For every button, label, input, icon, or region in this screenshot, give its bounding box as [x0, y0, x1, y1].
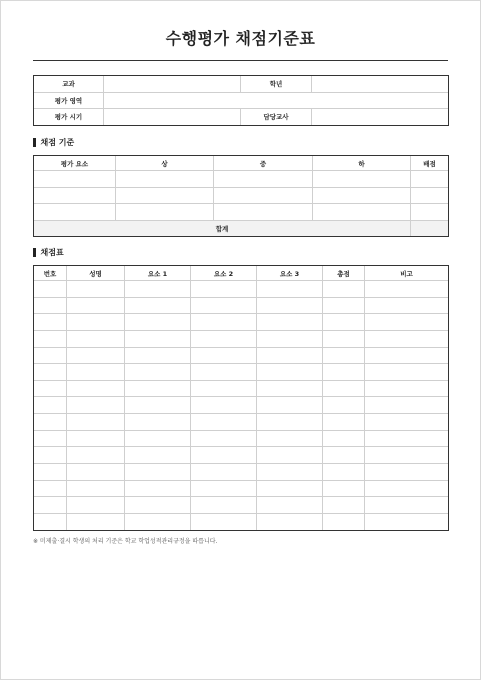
score-cell[interactable]	[67, 281, 125, 298]
score-cell[interactable]	[257, 364, 323, 381]
score-cell[interactable]	[125, 281, 191, 298]
table-row	[34, 281, 449, 298]
criteria-col-mid: 중	[214, 156, 313, 171]
criteria-cell[interactable]	[214, 204, 313, 221]
score-cell[interactable]	[257, 347, 323, 364]
score-cell[interactable]	[191, 414, 257, 431]
score-cell[interactable]	[125, 513, 191, 530]
score-cell[interactable]	[67, 464, 125, 481]
period-field[interactable]	[104, 109, 241, 126]
scoresheet-heading	[33, 247, 64, 258]
score-cell[interactable]	[365, 513, 449, 530]
score-cell[interactable]	[125, 297, 191, 314]
table-row	[34, 497, 449, 514]
score-cell[interactable]	[365, 314, 449, 331]
score-col-element2: 요소 2	[191, 266, 257, 281]
score-cell[interactable]	[323, 364, 365, 381]
score-cell[interactable]	[257, 297, 323, 314]
score-cell[interactable]	[67, 364, 125, 381]
score-cell[interactable]	[191, 447, 257, 464]
area-label: 평가 영역	[34, 92, 104, 109]
criteria-cell[interactable]	[411, 187, 449, 204]
score-cell[interactable]	[365, 330, 449, 347]
total-points-field[interactable]	[411, 220, 449, 236]
score-cell[interactable]	[257, 330, 323, 347]
criteria-table	[33, 155, 449, 237]
section-marker	[33, 248, 36, 257]
info-row-subject	[34, 76, 449, 93]
criteria-col-high: 상	[116, 156, 214, 171]
score-cell[interactable]	[191, 364, 257, 381]
area-field[interactable]	[104, 92, 449, 109]
score-cell[interactable]	[125, 497, 191, 514]
score-cell[interactable]	[257, 430, 323, 447]
footnote: ※ 미제출·결시 학생의 처리 기준은 학교 학업성적관리규정을 따릅니다.	[33, 538, 218, 545]
score-cell[interactable]	[323, 347, 365, 364]
table-row	[34, 314, 449, 331]
criteria-cell[interactable]	[214, 171, 313, 188]
score-cell[interactable]	[191, 397, 257, 414]
score-cell[interactable]	[67, 347, 125, 364]
table-row	[34, 397, 449, 414]
score-cell[interactable]	[365, 397, 449, 414]
score-cell[interactable]	[34, 497, 67, 514]
score-cell[interactable]	[365, 464, 449, 481]
score-cell[interactable]	[34, 480, 67, 497]
score-cell[interactable]	[323, 480, 365, 497]
criteria-total-row	[34, 220, 449, 236]
table-row	[34, 297, 449, 314]
score-cell[interactable]	[191, 430, 257, 447]
teacher-label: 담당교사	[241, 109, 312, 126]
score-cell[interactable]	[125, 430, 191, 447]
table-row	[34, 480, 449, 497]
score-cell[interactable]	[125, 364, 191, 381]
criteria-cell[interactable]	[34, 171, 116, 188]
score-cell[interactable]	[67, 430, 125, 447]
score-cell[interactable]	[125, 447, 191, 464]
table-row	[34, 447, 449, 464]
criteria-row	[34, 187, 449, 204]
score-cell[interactable]	[257, 380, 323, 397]
criteria-row	[34, 171, 449, 188]
score-cell[interactable]	[257, 497, 323, 514]
score-cell[interactable]	[257, 480, 323, 497]
criteria-cell[interactable]	[34, 187, 116, 204]
score-cell[interactable]	[34, 347, 67, 364]
score-cell[interactable]	[191, 297, 257, 314]
criteria-cell[interactable]	[214, 187, 313, 204]
score-cell[interactable]	[34, 414, 67, 431]
score-cell[interactable]	[191, 380, 257, 397]
score-cell[interactable]	[34, 380, 67, 397]
criteria-cell[interactable]	[116, 204, 214, 221]
section-marker	[33, 138, 36, 147]
score-cell[interactable]	[365, 281, 449, 298]
info-row-period	[34, 109, 449, 126]
info-table	[33, 75, 449, 126]
table-row	[34, 513, 449, 530]
score-cell[interactable]	[67, 480, 125, 497]
score-cell[interactable]	[67, 513, 125, 530]
score-cell[interactable]	[257, 314, 323, 331]
score-col-number: 번호	[34, 266, 67, 281]
score-cell[interactable]	[34, 513, 67, 530]
criteria-cell[interactable]	[411, 204, 449, 221]
table-row	[34, 464, 449, 481]
score-cell[interactable]	[365, 414, 449, 431]
scoresheet-table	[33, 265, 449, 531]
score-cell[interactable]	[323, 447, 365, 464]
score-cell[interactable]	[191, 513, 257, 530]
score-cell[interactable]	[365, 480, 449, 497]
score-cell[interactable]	[257, 397, 323, 414]
table-row	[34, 380, 449, 397]
score-cell[interactable]	[34, 397, 67, 414]
score-cell[interactable]	[67, 397, 125, 414]
score-cell[interactable]	[125, 397, 191, 414]
score-cell[interactable]	[323, 513, 365, 530]
table-row	[34, 347, 449, 364]
score-cell[interactable]	[125, 480, 191, 497]
score-cell[interactable]	[34, 314, 67, 331]
scoresheet-heading-text: 채점표	[40, 248, 64, 257]
criteria-cell[interactable]	[116, 171, 214, 188]
score-cell[interactable]	[67, 297, 125, 314]
table-row	[34, 430, 449, 447]
score-cell[interactable]	[365, 380, 449, 397]
score-cell[interactable]	[125, 380, 191, 397]
score-cell[interactable]	[257, 281, 323, 298]
criteria-cell[interactable]	[116, 187, 214, 204]
criteria-heading	[33, 137, 74, 148]
score-cell[interactable]	[191, 330, 257, 347]
score-cell[interactable]	[365, 497, 449, 514]
score-col-total: 총점	[323, 266, 365, 281]
score-cell[interactable]	[34, 364, 67, 381]
score-cell[interactable]	[257, 447, 323, 464]
score-cell[interactable]	[191, 497, 257, 514]
score-cell[interactable]	[323, 397, 365, 414]
scoresheet-header-row	[34, 266, 449, 281]
teacher-field[interactable]	[312, 109, 449, 126]
score-cell[interactable]	[191, 480, 257, 497]
criteria-cell[interactable]	[313, 204, 411, 221]
score-cell[interactable]	[323, 330, 365, 347]
score-cell[interactable]	[67, 447, 125, 464]
subject-field[interactable]	[104, 76, 241, 93]
score-cell[interactable]	[257, 414, 323, 431]
page-title: 수행평가 채점기준표	[165, 29, 316, 48]
criteria-row	[34, 204, 449, 221]
score-cell[interactable]	[323, 497, 365, 514]
score-cell[interactable]	[67, 414, 125, 431]
score-cell[interactable]	[34, 430, 67, 447]
criteria-cell[interactable]	[34, 204, 116, 221]
grade-label: 학년	[241, 76, 312, 93]
score-cell[interactable]	[191, 281, 257, 298]
score-cell[interactable]	[323, 464, 365, 481]
period-label: 평가 시기	[34, 109, 104, 126]
score-cell[interactable]	[365, 347, 449, 364]
info-row-area	[34, 92, 449, 109]
table-row	[34, 414, 449, 431]
criteria-cell[interactable]	[313, 171, 411, 188]
table-row	[34, 330, 449, 347]
score-cell[interactable]	[323, 281, 365, 298]
score-col-name: 성명	[67, 266, 125, 281]
scoresheet-body	[34, 281, 449, 531]
score-cell[interactable]	[125, 314, 191, 331]
score-cell[interactable]	[34, 297, 67, 314]
score-col-remarks: 비고	[365, 266, 449, 281]
score-cell[interactable]	[125, 347, 191, 364]
score-col-element3: 요소 3	[257, 266, 323, 281]
criteria-cell[interactable]	[313, 187, 411, 204]
score-cell[interactable]	[34, 330, 67, 347]
score-cell[interactable]	[67, 380, 125, 397]
criteria-col-low: 하	[313, 156, 411, 171]
score-cell[interactable]	[67, 314, 125, 331]
score-cell[interactable]	[365, 297, 449, 314]
title-divider	[33, 60, 448, 61]
score-cell[interactable]	[125, 414, 191, 431]
score-cell[interactable]	[191, 464, 257, 481]
score-cell[interactable]	[125, 464, 191, 481]
score-cell[interactable]	[191, 347, 257, 364]
total-label: 합계	[34, 220, 411, 236]
score-cell[interactable]	[257, 464, 323, 481]
score-cell[interactable]	[67, 497, 125, 514]
score-cell[interactable]	[67, 330, 125, 347]
score-cell[interactable]	[323, 414, 365, 431]
score-cell[interactable]	[323, 297, 365, 314]
score-cell[interactable]	[365, 447, 449, 464]
score-cell[interactable]	[191, 314, 257, 331]
score-cell[interactable]	[34, 447, 67, 464]
score-cell[interactable]	[323, 314, 365, 331]
grade-field[interactable]	[312, 76, 449, 93]
score-cell[interactable]	[34, 464, 67, 481]
criteria-col-element: 평가 요소	[34, 156, 116, 171]
score-cell[interactable]	[125, 330, 191, 347]
subject-label: 교과	[34, 76, 104, 93]
score-cell[interactable]	[323, 430, 365, 447]
criteria-heading-text: 채점 기준	[40, 138, 75, 147]
score-cell[interactable]	[365, 364, 449, 381]
criteria-header-row	[34, 156, 449, 171]
criteria-col-points: 배점	[411, 156, 449, 171]
score-cell[interactable]	[34, 281, 67, 298]
score-cell[interactable]	[257, 513, 323, 530]
table-row	[34, 364, 449, 381]
score-col-element1: 요소 1	[125, 266, 191, 281]
criteria-cell[interactable]	[411, 171, 449, 188]
score-cell[interactable]	[323, 380, 365, 397]
score-cell[interactable]	[365, 430, 449, 447]
